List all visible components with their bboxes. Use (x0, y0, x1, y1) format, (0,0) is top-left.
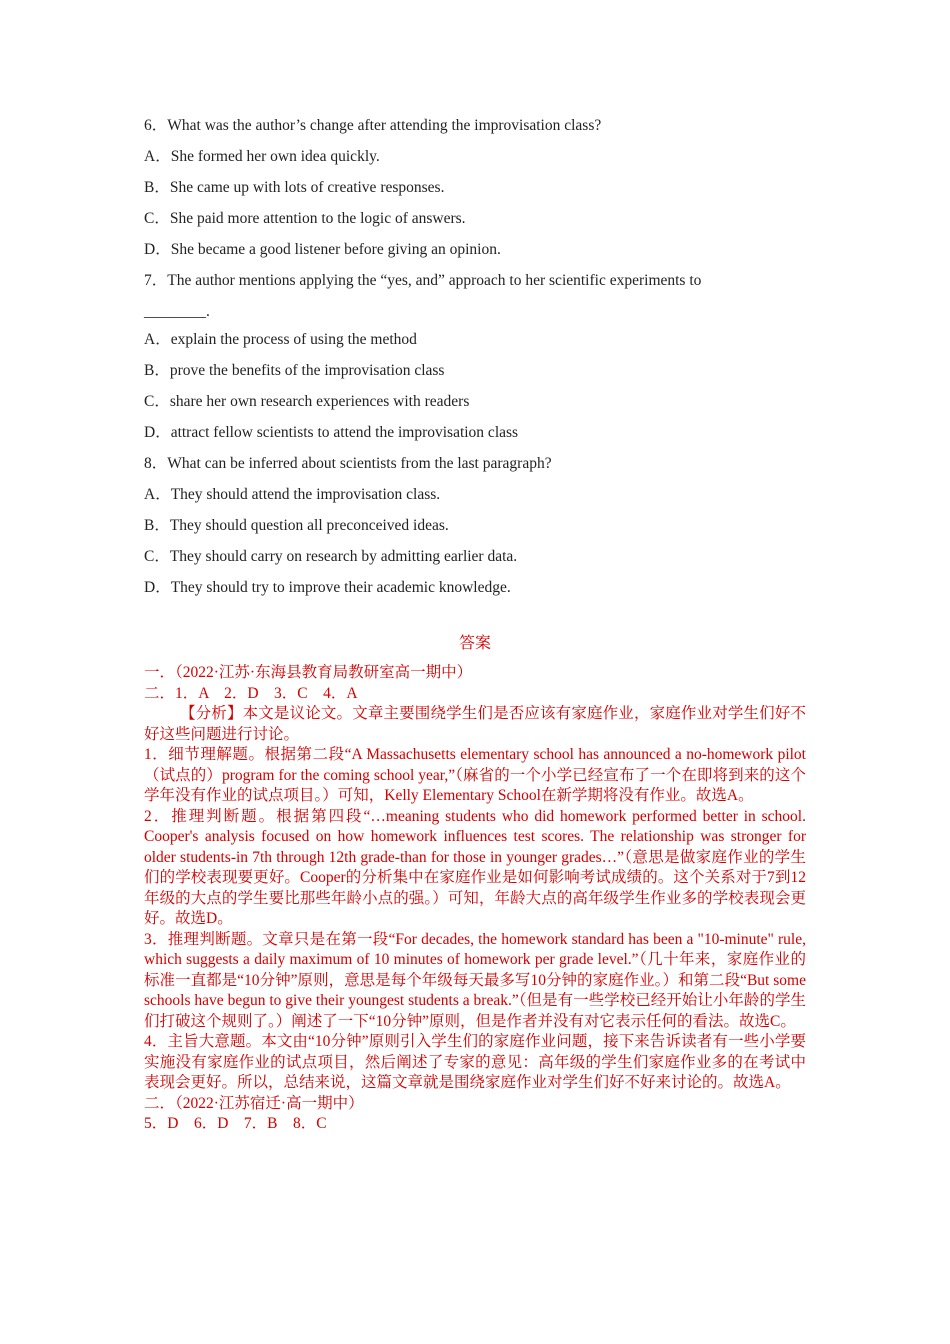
answers-item-3: 3．推理判断题。文章只是在第一段“For decades, the homework standard has been a "10-minute" rule, which suggests a daily maximum of 10 minutes of homework per grade level.”（几十年来，家庭作业的标准一直都是“10分钟”原则，意思是每个年级每天最多写10分钟的家庭作业。）和第二段“But some schools have begun to give their youngest students a break.”（但是有一些学校已经开始让小年龄的学生们打破这个规则了。）阐述了一下“10分钟”原则，但是作者并没有对它表示任何的看法。故选C。 (144, 930, 806, 1030)
question-7-blank: ________. (144, 303, 210, 320)
question-6-option-b: B．She came up with lots of creative responses. (144, 179, 445, 196)
question-6-stem: 6．What was the author’s change after attending the improvisation class? (144, 117, 602, 134)
question-6-option-d: D．She became a good listener before giving an opinion. (144, 241, 501, 258)
answers-section1-keys: 二．1．A 2．D 3．C 4．A (144, 684, 358, 702)
answers-section2-keys: 5．D 6．D 7．B 8．C (144, 1115, 327, 1132)
answers-item-4: 4．主旨大意题。本文由“10分钟”原则引入学生们的家庭作业问题，接下来告诉读者有一些小学要实施没有家庭作业的试点项目，然后阐述了专家的意见：高年级的学生们家庭作业多的在考试中表现会更好。所以，总结来说，这篇文章就是围绕家庭作业对学生们好不好来讨论的。故选A。 (144, 1033, 806, 1091)
questions-section (144, 116, 806, 609)
question-7-option-a: A．explain the process of using the method (144, 331, 417, 348)
question-8-option-c: C．They should carry on research by admitting earlier data. (144, 548, 518, 565)
question-8-option-b: B．They should question all preconceived ideas. (144, 517, 449, 534)
answers-section (144, 663, 806, 1135)
answers-analysis: 【分析】本文是议论文。文章主要围绕学生们是否应该有家庭作业，家庭作业对学生们好不好这些问题进行讨论。 (144, 705, 806, 743)
question-6-option-a: A．She formed her own idea quickly. (144, 148, 380, 165)
answers-section1-header: 一．（2022·江苏·东海县教育局教研室高一期中） (144, 664, 473, 681)
question-7-option-d: D．attract fellow scientists to attend the improvisation class (144, 424, 519, 441)
answers-title: 答案 (458, 635, 491, 652)
question-8-option-a: A．They should attend the improvisation class. (144, 486, 441, 503)
question-6-option-c: C．She paid more attention to the logic of answers. (144, 210, 466, 227)
question-8-option-d: D．They should try to improve their academic knowledge. (144, 579, 511, 596)
answers-item-2: 2．推理判断题。根据第四段“…meaning students who did homework performed better in school. Cooper's analysis focused on how homework influences test scores. The relationship was stronger for older students-in 7th through 12th grade-than for those in younger grades…”（意思是做家庭作业的学生们的学校表现要更好。Cooper的分析集中在家庭作业是如何影响考试成绩的。这个关系对于7到12年级的大点的学生要比那些年龄小点的强。）可知，年龄大点的高年级学生作业多的学校表现会更好。故选D。 (144, 807, 806, 927)
question-7-option-b: B．prove the benefits of the improvisation class (144, 362, 445, 379)
question-8-stem: 8．What can be inferred about scientists from the last paragraph? (144, 455, 552, 472)
answers-item-1: 1．细节理解题。根据第二段“A Massachusetts elementary school has announced a no-homework pilot（试点的）program for the coming school year,”（麻省的一个小学已经宣布了一个在即将到来的这个学年没有作业的试点项目。）可知，Kelly Elementary School在新学期将没有作业。故选A。 (144, 746, 806, 804)
question-7-stem: 7．The author mentions applying the “yes, and” approach to her scientific experiments to (144, 272, 702, 289)
question-7-option-c: C．share her own research experiences with readers (144, 393, 470, 410)
answers-section2-header: 二．（2022·江苏宿迁·高一期中） (144, 1094, 364, 1112)
